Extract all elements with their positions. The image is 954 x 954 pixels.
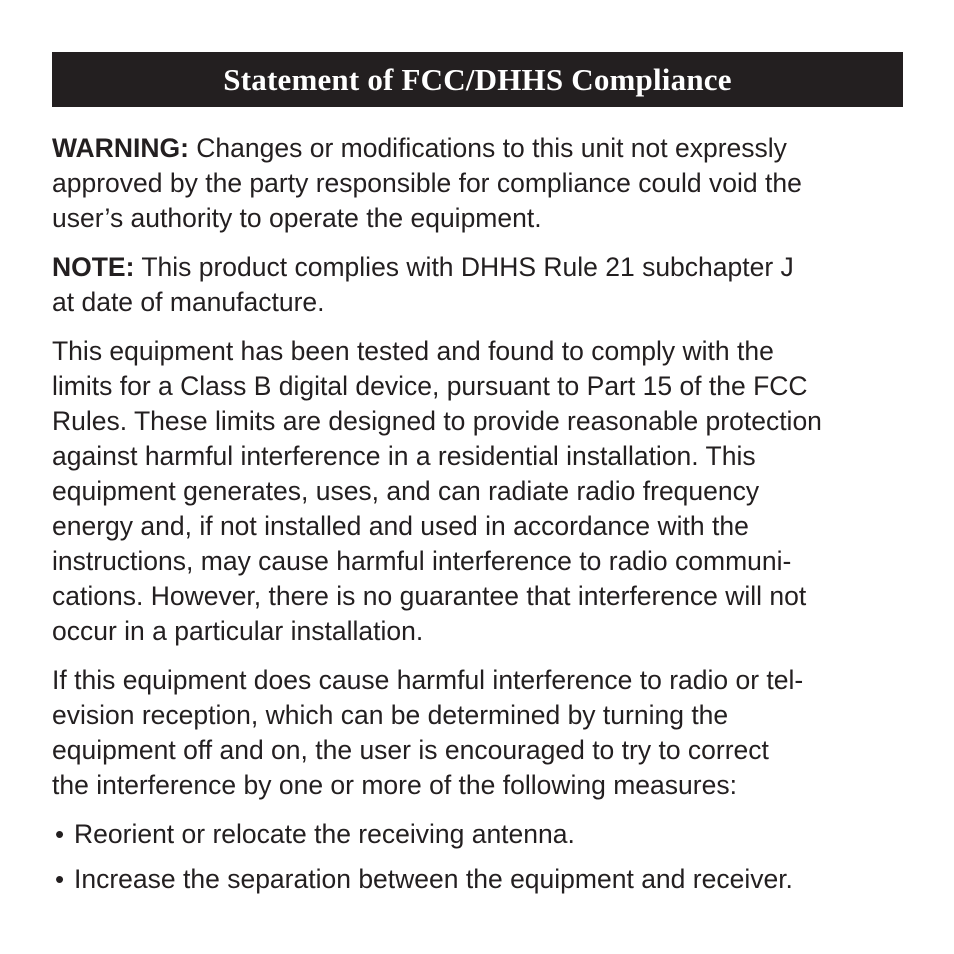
warning-paragraph	[52, 131, 903, 236]
compliance-line: against harmful interference in a residential installation. This	[52, 441, 756, 471]
warning-label: WARNING:	[52, 133, 189, 163]
note-paragraph	[52, 250, 903, 320]
section-title-bar	[52, 52, 903, 107]
list-item	[52, 862, 903, 897]
interference-line: equipment off and on, the user is encouraged to try to correct	[52, 735, 769, 765]
note-label: NOTE:	[52, 252, 135, 282]
interference-line: the interference by one or more of the following measures:	[52, 770, 737, 800]
compliance-paragraph	[52, 334, 903, 649]
manual-page	[52, 52, 903, 907]
note-line-1	[52, 250, 903, 285]
compliance-line: cations. However, there is no guarantee that interference will not	[52, 581, 807, 611]
compliance-line: Rules. These limits are designed to provide reasonable protection	[52, 406, 822, 436]
warning-text-1: Changes or modifications to this unit not expressly	[188, 133, 787, 163]
warning-line-1	[52, 131, 903, 166]
list-item-text: Reorient or relocate the receiving antenna.	[74, 819, 575, 849]
list-item	[52, 817, 903, 852]
compliance-line: limits for a Class B digital device, pursuant to Part 15 of the FCC	[52, 371, 808, 401]
warning-line-2: approved by the party responsible for compliance could void the	[52, 168, 802, 198]
bullet-icon: •	[55, 864, 65, 894]
interference-paragraph	[52, 663, 903, 803]
page-content	[52, 131, 903, 897]
compliance-line: energy and, if not installed and used in accordance with the	[52, 511, 749, 541]
note-text-1: This product complies with DHHS Rule 21 subchapter J	[134, 252, 794, 282]
compliance-line: equipment generates, uses, and can radiate radio frequency	[52, 476, 760, 506]
section-title: Statement of FCC/DHHS Compliance	[223, 61, 732, 97]
note-line-2: at date of manufacture.	[52, 287, 325, 317]
list-item-text: Increase the separation between the equipment and receiver.	[74, 864, 793, 894]
warning-line-3: user’s authority to operate the equipment.	[52, 203, 542, 233]
bullet-icon: •	[55, 819, 65, 849]
interference-line: If this equipment does cause harmful interference to radio or tel-	[52, 665, 804, 695]
compliance-line: This equipment has been tested and found to comply with the	[52, 336, 774, 366]
interference-line: evision reception, which can be determined by turning the	[52, 700, 729, 730]
compliance-line: occur in a particular installation.	[52, 616, 424, 646]
compliance-line: instructions, may cause harmful interference to radio communi-	[52, 546, 792, 576]
